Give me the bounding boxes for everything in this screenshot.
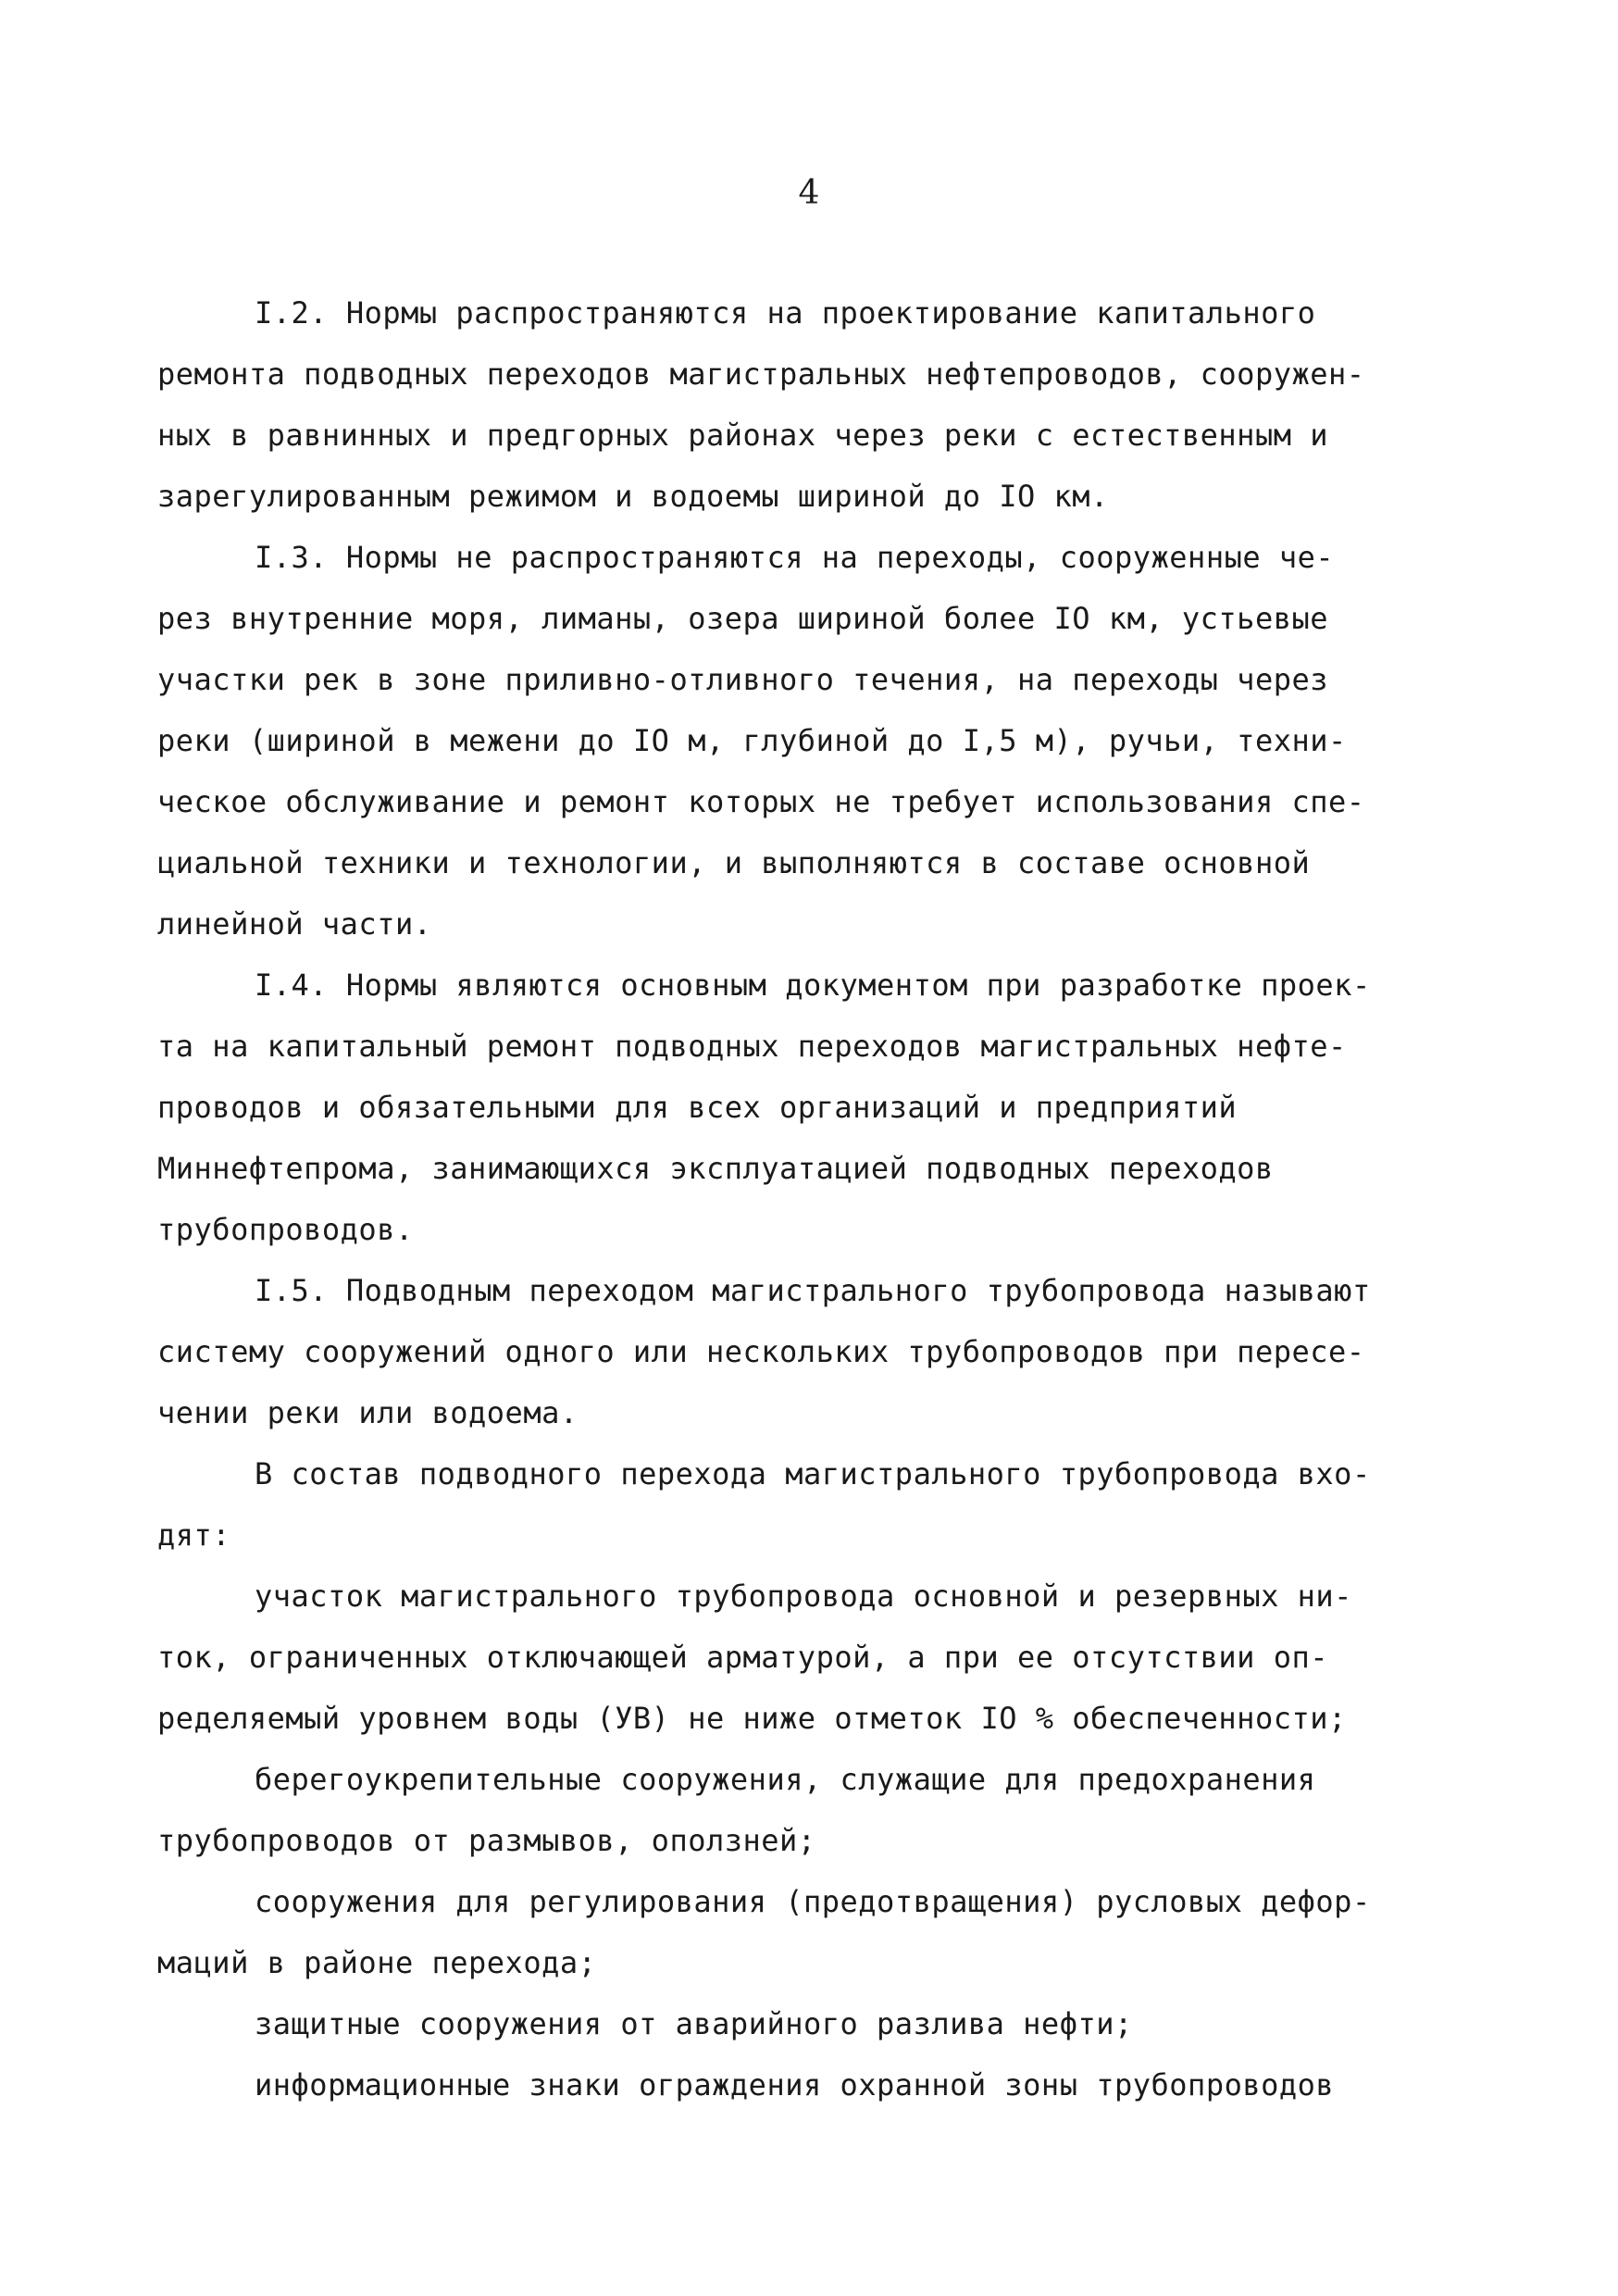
text-line: циальной техники и технологии, и выполняются в составе основной xyxy=(157,845,1311,880)
text-line: дят: xyxy=(157,1517,231,1553)
text-line: I.4. Нормы являются основным документом при разработке проек- xyxy=(255,967,1371,1003)
text-line: защитные сооружения от аварийного разлива нефти; xyxy=(255,2006,1133,2041)
body-text xyxy=(157,282,1416,2115)
text-line: I.2. Нормы распространяются на проектирование капитального xyxy=(255,295,1316,331)
text-line: систему сооружений одного или нескольких трубопроводов при пересе- xyxy=(157,1334,1365,1369)
text-line: трубопроводов от размывов, оползней; xyxy=(157,1823,816,1858)
page-number: 4 xyxy=(798,174,820,212)
text-line: I.3. Нормы не распространяются на переходы, сооруженные че- xyxy=(255,540,1335,575)
text-line: ремонта подводных переходов магистральных нефтепроводов, сооружен- xyxy=(157,356,1365,392)
text-line: линейной части. xyxy=(157,906,432,942)
text-line: берегоукрепительные сооружения, служащие для предохранения xyxy=(255,1762,1316,1797)
text-line: чении реки или водоема. xyxy=(157,1395,579,1430)
text-line: В состав подводного перехода магистрального трубопровода вхо- xyxy=(255,1456,1371,1491)
text-line: трубопроводов. xyxy=(157,1212,414,1247)
text-line: маций в районе перехода; xyxy=(157,1945,597,1980)
text-line: ределяемый уровнем воды (УВ) не ниже отметок IO % обеспеченности; xyxy=(157,1701,1347,1736)
text-line: рез внутренние моря, лиманы, озера шириной более IO км, устьевые xyxy=(157,601,1328,636)
text-line: ток, ограниченных отключающей арматурой, а при ее отсутствии оп- xyxy=(157,1640,1328,1675)
text-line: зарегулированным режимом и водоемы шириной до IO км. xyxy=(157,479,1109,514)
text-line: Миннефтепрома, занимающихся эксплуатацией подводных переходов xyxy=(157,1151,1274,1186)
text-line: I.5. Подводным переходом магистрального трубопровода называют xyxy=(255,1273,1371,1308)
text-line: информационные знаки ограждения охранной зоны трубопроводов xyxy=(255,2067,1335,2103)
text-line: реки (шириной в межени до IO м, глубиной до I,5 м), ручьи, техни- xyxy=(157,723,1347,758)
text-line: участок магистрального трубопровода основной и резервных ни- xyxy=(255,1578,1352,1614)
text-line: ческое обслуживание и ремонт которых не требует использования спе- xyxy=(157,784,1365,819)
text-line: ных в равнинных и предгорных районах через реки с естественным и xyxy=(157,418,1328,453)
text-line: сооружения для регулирования (предотвращения) русловых дефор- xyxy=(255,1884,1371,1919)
text-line: та на капитальный ремонт подводных переходов магистральных нефте- xyxy=(157,1029,1347,1064)
text-line: участки рек в зоне приливно-отливного течения, на переходы через xyxy=(157,662,1328,697)
text-line: проводов и обязательными для всех организаций и предприятий xyxy=(157,1090,1238,1125)
